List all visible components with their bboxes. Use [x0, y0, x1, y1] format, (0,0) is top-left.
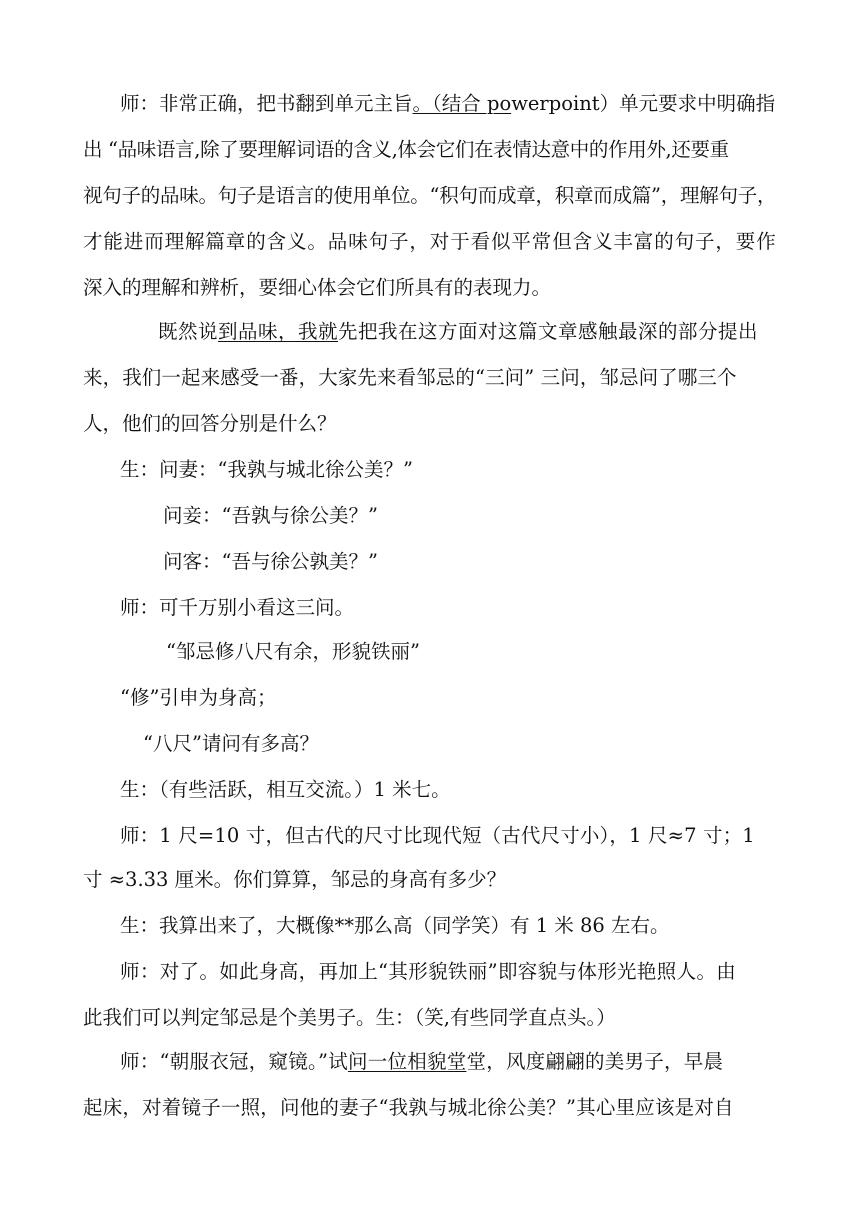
underlined-text: 问一位相貌堂: [347, 1050, 467, 1073]
text-segment: 生：问妻：“我孰与城北徐公美？”: [120, 458, 413, 481]
text-segment: 师：“朝服衣冠，窥镜。”试: [120, 1050, 348, 1073]
underlined-text: 。（结合 po: [412, 92, 512, 115]
text-line: [120, 1052, 723, 1072]
text-line: [83, 368, 737, 388]
text-line: [143, 734, 319, 754]
text-line: [83, 1008, 616, 1028]
text-line: [163, 552, 378, 572]
text-line: [120, 826, 755, 846]
text-line: [120, 460, 413, 480]
text-segment: 问客：“吾与徐公孰美？”: [163, 550, 378, 573]
text-segment: 师：对了。如此身高，再加上“其形貌铁丽”即容貌与体形光艳照人。由: [120, 960, 737, 983]
text-line: [120, 916, 670, 936]
text-segment: 师：1 尺=10 寸，但古代的尺寸比现代短（古代尺寸小），1 尺≈7 寸；1: [120, 824, 755, 847]
text-segment: 来，我们一起来感受一番，大家先来看邹忌的“三问” 三问，邹忌问了哪三个: [83, 366, 737, 389]
underlined-text: 到品味，我就: [218, 320, 339, 343]
text-line: [158, 322, 758, 342]
text-segment: “八尺”请问有多高？: [143, 732, 319, 755]
text-line: [83, 186, 776, 206]
text-segment: 师：非常正确，把书翻到单元主旨: [120, 92, 413, 115]
text-segment: 师：可千万别小看这三问。: [120, 596, 355, 619]
text-segment: 才能进而理解篇章的含义。品味句子，对于看似平常但含义丰富的句子，要作: [83, 230, 777, 253]
text-segment: “修”引申为身高；: [120, 686, 277, 709]
text-segment: 寸 ≈3.33 厘米。你们算算，邹忌的身高有多少？: [83, 868, 507, 891]
text-line: [120, 780, 451, 800]
text-segment: 此我们可以判定邹忌是个美男子。生：（笑,有些同学直点头。）: [83, 1006, 616, 1029]
text-segment: 出 “品味语言,除了要理解词语的含义,体会它们在表情达意中的作用外,还要重: [83, 138, 729, 161]
text-segment: 先把我在这方面对这篇文章感触最深的部分提出: [338, 320, 759, 343]
text-line: [83, 232, 777, 252]
text-line: [120, 94, 775, 114]
text-segment: 起床，对着镜子一照，问他的妻子“我孰与城北徐公美？”其心里应该是对自: [83, 1096, 734, 1119]
text-line: [83, 870, 506, 890]
text-segment: 人，他们的回答分别是什么？: [83, 412, 337, 435]
text-line: [83, 414, 337, 434]
text-line: [120, 688, 276, 708]
text-segment: 视句子的品味。句子是语言的使用单位。“积句而成章，积章而成篇”，理解句子，: [83, 184, 777, 207]
text-line: [163, 506, 378, 526]
text-segment: 深入的理解和辨析，要细心体会它们所具有的表现力。: [83, 276, 552, 299]
text-segment: 既然说: [158, 320, 219, 343]
text-segment: “邹忌修八尺有余，形貌铁丽”: [166, 640, 420, 663]
text-line: [166, 642, 420, 662]
text-segment: 问妾：“吾孰与徐公美？”: [163, 504, 378, 527]
text-segment: 生：我算出来了，大概像**那么高（同学笑）有 1 米 86 左右。: [120, 914, 670, 937]
text-line: [83, 278, 551, 298]
text-line: [120, 598, 354, 618]
text-segment: 堂，风度翩翩的美男子，早晨: [466, 1050, 724, 1073]
text-segment: 生：（有些活跃，相互交流。）1 米七。: [120, 778, 451, 801]
text-line: [83, 140, 729, 160]
text-line: [83, 1098, 734, 1118]
text-segment: werpoint）单元要求中明确指: [511, 92, 776, 115]
text-line: [120, 962, 736, 982]
